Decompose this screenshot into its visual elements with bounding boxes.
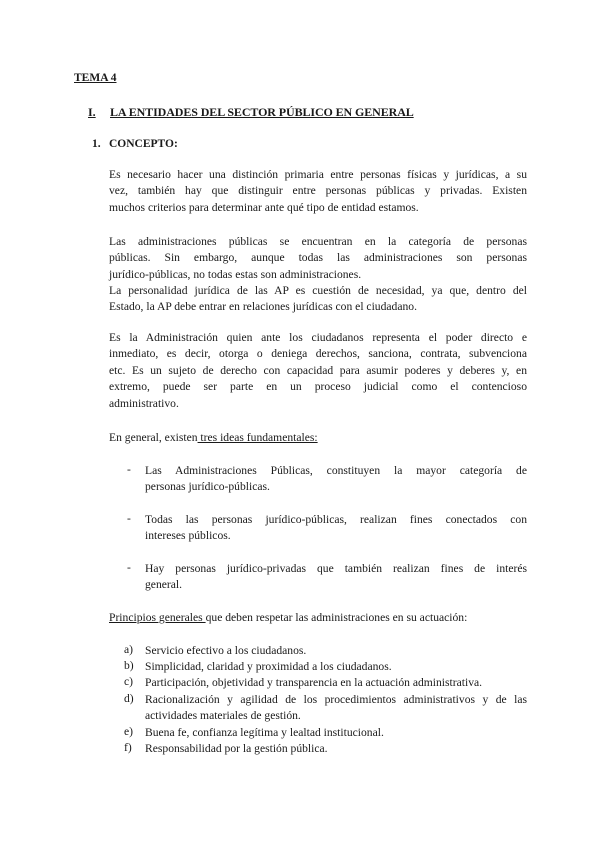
idea-line: Las Administraciones Públicas, constituyen la mayor categoría de (145, 464, 527, 477)
list-letter: b) (124, 659, 134, 672)
list-letter: d) (124, 692, 134, 705)
paragraph-line: Es necesario hacer una distinción primaria entre personas físicas y jurídicas, a su (109, 168, 527, 181)
section-number: I. (88, 105, 96, 119)
section-title: LA ENTIDADES DEL SECTOR PÚBLICO EN GENERAL (110, 105, 414, 119)
dash-bullet: - (127, 463, 131, 476)
paragraph-line: públicas. Sin embargo, aunque todas las administraciones son personas (109, 251, 527, 265)
idea-line: Todas las personas jurídico-públicas, realizan fines conectados con (145, 513, 527, 526)
principle-line: Racionalización y agilidad de los procedimientos administrativos y de las (145, 693, 527, 706)
idea-line: personas jurídico-públicas. (145, 480, 270, 494)
list-letter: f) (124, 741, 132, 754)
tema-heading: TEMA 4 (74, 72, 117, 84)
paragraph-line: muchos criterios para determinar ante qué tipo de entidad estamos. (109, 200, 419, 214)
dash-bullet: - (127, 512, 131, 525)
list-letter: e) (124, 725, 134, 738)
principles-intro-text: que deben respetar las administraciones en su actuación: (205, 611, 468, 624)
principle-item-c (145, 675, 527, 691)
ideas-intro-text: En general, existen (109, 431, 198, 444)
ideas-intro (109, 430, 527, 446)
principle-line: Buena fe, confianza legítima y lealtad institucional. (145, 726, 384, 739)
paragraph-line: inmediato, es decir, otorga o deniega derechos, sanciona, contrata, subvenciona (109, 347, 527, 361)
ideas-intro-underlined: tres ideas fundamentales: (197, 431, 318, 444)
paragraph-1 (109, 167, 527, 216)
idea-item-2 (145, 512, 527, 545)
paragraph-line: extremo, puede ser parte en un proceso judicial como el contencioso (109, 380, 527, 394)
subsection-title: CONCEPTO: (109, 138, 178, 150)
paragraph-line: jurídico-públicas, no todas estas son administraciones. (109, 267, 362, 281)
principle-line: Participación, objetividad y transparencia en la actuación administrativa. (145, 676, 483, 689)
paragraph-2 (109, 234, 527, 283)
paragraph-line: vez, también hay que distinguir entre personas públicas y privadas. Existen (109, 184, 527, 198)
paragraph-3 (109, 283, 527, 316)
paragraph-4 (109, 330, 527, 412)
subsection-number: 1. (92, 138, 101, 150)
list-letter: a) (124, 643, 134, 656)
principle-line: actividades materiales de gestión. (145, 709, 301, 723)
paragraph-line: La personalidad jurídica de las AP es cuestión de necesidad, ya que, dentro del (109, 284, 527, 297)
principle-item-b (145, 659, 527, 675)
dash-bullet: - (127, 561, 131, 574)
principle-item-e (145, 725, 527, 741)
principle-line: Responsabilidad por la gestión pública. (145, 742, 328, 755)
idea-line: Hay personas jurídico-privadas que también realizan fines de interés (145, 562, 527, 575)
idea-item-1 (145, 463, 527, 496)
idea-line: general. (145, 578, 183, 592)
principle-line: Simplicidad, claridad y proximidad a los ciudadanos. (145, 660, 392, 673)
paragraph-line: etc. Es un sujeto de derecho con capacidad para asumir poderes y deberes y, en (109, 363, 527, 377)
paragraph-line: Estado, la AP debe entrar en relaciones jurídicas con el ciudadano. (109, 300, 417, 314)
principle-item-a (145, 643, 527, 659)
principle-line: Servicio efectivo a los ciudadanos. (145, 644, 307, 657)
idea-line: intereses públicos. (145, 529, 231, 543)
idea-item-3 (145, 561, 527, 594)
principle-item-f (145, 741, 527, 757)
principle-item-d (145, 692, 527, 725)
paragraph-line: administrativo. (109, 396, 179, 410)
paragraph-line: Es la Administración quien ante los ciudadanos representa el poder directo e (109, 331, 527, 344)
principles-intro (109, 610, 527, 626)
principles-intro-underlined: Principios generales (109, 611, 206, 624)
list-letter: c) (124, 675, 134, 688)
paragraph-line: Las administraciones públicas se encuentran en la categoría de personas (109, 235, 527, 248)
